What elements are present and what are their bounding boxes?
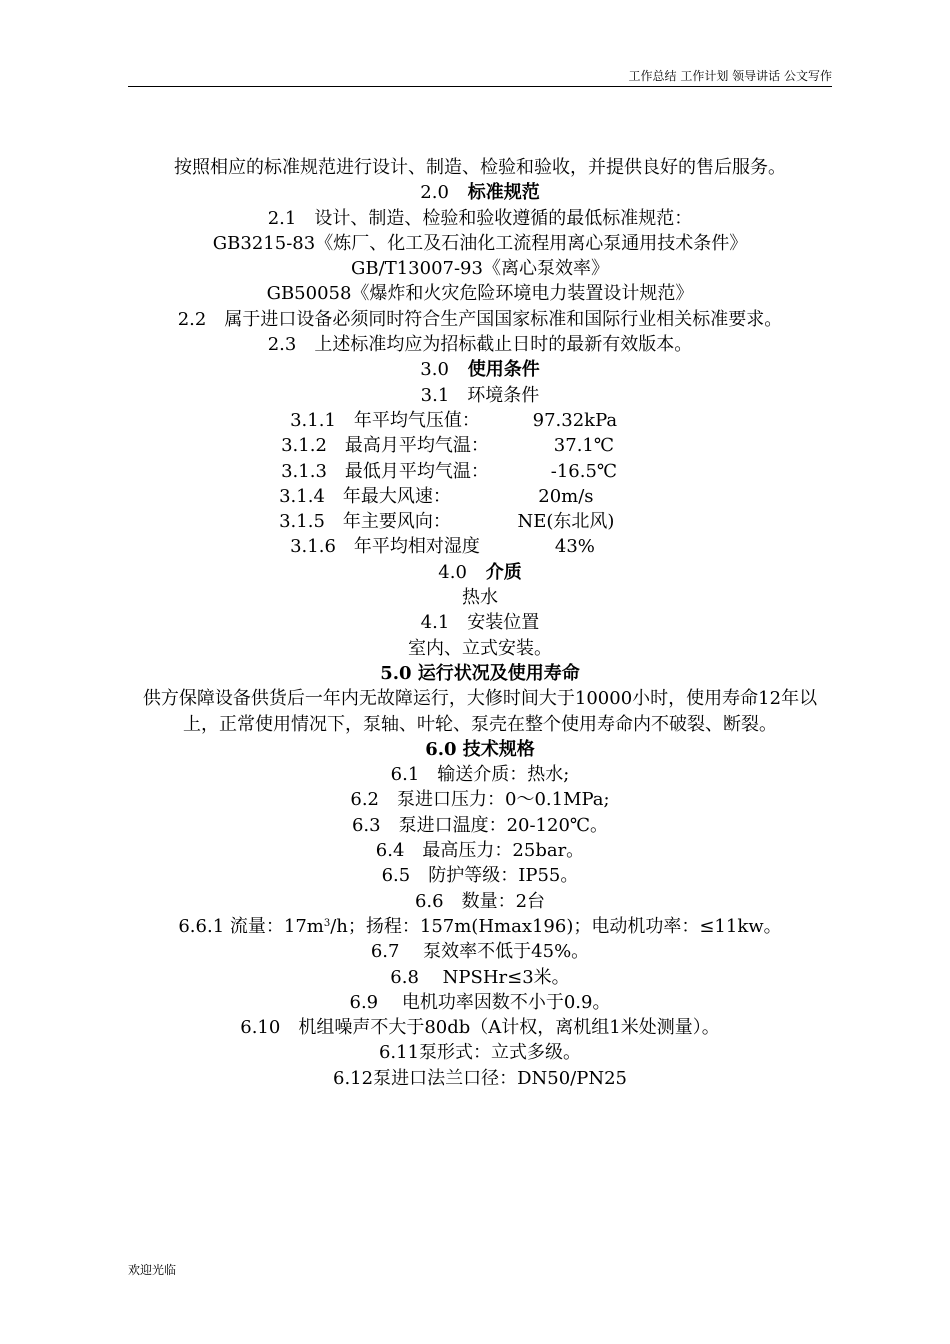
env-row-2 bbox=[128, 433, 832, 458]
clause-4-1: 4.1 安装位置 bbox=[420, 612, 540, 634]
section-5-heading: 5.0 运行状况及使用寿命 bbox=[380, 662, 580, 684]
clause-6-3: 6.3 泵进口温度：20-120℃。 bbox=[351, 814, 609, 836]
document-body bbox=[128, 155, 832, 1091]
standard-2: GB/T13007-93《离心泵效率》 bbox=[351, 258, 609, 280]
section-2-heading bbox=[128, 180, 832, 205]
env-value: NE(东北风) bbox=[517, 511, 615, 533]
env-label: 3.1.6 年平均相对湿度 bbox=[290, 536, 480, 558]
section-6-heading: 6.0 技术规格 bbox=[425, 738, 535, 760]
env-label: 3.1.4 年最大风速： bbox=[279, 485, 451, 507]
clause-6-10: 6.10 机组噪声不大于80db（A计权，离机组1米处测量）。 bbox=[240, 1017, 720, 1039]
env-row-5 bbox=[128, 509, 832, 534]
footer-text: 欢迎光临 bbox=[128, 1263, 177, 1277]
clause-6-11: 6.11泵形式：立式多级。 bbox=[378, 1042, 582, 1064]
clause-6-7: 6.7 泵效率不低于45%。 bbox=[370, 941, 590, 963]
clause-6-6: 6.6 数量：2台 bbox=[414, 890, 546, 912]
clause-6-5: 6.5 防护等级：IP55。 bbox=[381, 865, 579, 887]
env-label: 3.1.1 年平均气压值： bbox=[290, 409, 480, 431]
section-5-paragraph: 供方保障设备供货后一年内无故障运行，大修时间大于10000小时，使用寿命12年以上，正常使用情况下，泵轴、叶轮、泵壳在整个使用寿命内不破裂、断裂。 bbox=[142, 688, 818, 735]
clause-6-1: 6.1 输送介质：热水; bbox=[390, 764, 570, 786]
env-row-1 bbox=[128, 408, 832, 433]
section-3-number: 3.0 bbox=[420, 359, 449, 381]
section-3-heading bbox=[128, 357, 832, 382]
env-value: 43% bbox=[554, 536, 595, 558]
header-text: 工作总结 工作计划 领导讲话 公文写作 bbox=[628, 69, 832, 83]
clause-6-12: 6.12泵进口法兰口径：DN50/PN25 bbox=[333, 1067, 627, 1089]
env-value: 37.1℃ bbox=[553, 435, 615, 457]
clause-6-2: 6.2 泵进口压力：0～0.1MPa; bbox=[350, 789, 610, 811]
clause-2-3: 2.3 上述标准均应为招标截止日时的最新有效版本。 bbox=[267, 334, 693, 356]
page-header bbox=[128, 66, 832, 87]
section-4-heading bbox=[128, 560, 832, 585]
medium-text: 热水 bbox=[462, 587, 498, 609]
env-value: 97.32kPa bbox=[532, 409, 618, 431]
env-value: 20m/s bbox=[538, 485, 594, 507]
clause-6-9: 6.9 电机功率因数不小于0.9。 bbox=[349, 991, 611, 1013]
install-location-text: 室内、立式安装。 bbox=[408, 637, 552, 659]
env-label: 3.1.2 最高月平均气温： bbox=[281, 435, 489, 457]
env-value: -16.5℃ bbox=[550, 460, 618, 482]
superscript-3: 3 bbox=[323, 917, 331, 929]
section-4-number: 4.0 bbox=[438, 561, 467, 583]
clause-2-2: 2.2 属于进口设备必须同时符合生产国国家标准和国际行业相关标准要求。 bbox=[177, 308, 783, 330]
env-row-3 bbox=[128, 459, 832, 484]
section-2-number: 2.0 bbox=[420, 182, 449, 204]
clause-6-6-1 bbox=[128, 914, 832, 939]
env-row-4 bbox=[128, 484, 832, 509]
section-2-title: 标准规范 bbox=[467, 182, 540, 204]
clause-6-6-1-part-b: /h；扬程：157m(Hmax196)；电动机功率：≤11kw。 bbox=[330, 915, 782, 937]
clause-6-6-1-part-a: 6.6.1 流量：17m bbox=[178, 915, 324, 937]
section-3-title: 使用条件 bbox=[467, 359, 540, 381]
section-4-title: 介质 bbox=[485, 561, 522, 583]
clause-6-4: 6.4 最高压力：25bar。 bbox=[375, 840, 585, 862]
page-footer bbox=[128, 1262, 176, 1278]
env-row-6 bbox=[128, 534, 832, 559]
env-label: 3.1.5 年主要风向： bbox=[279, 511, 451, 533]
intro-paragraph: 按照相应的标准规范进行设计、制造、检验和验收，并提供良好的售后服务。 bbox=[174, 157, 786, 178]
clause-2-1: 2.1 设计、制造、检验和验收遵循的最低标准规范： bbox=[267, 207, 693, 229]
clause-6-8: 6.8 NPSHr≤3米。 bbox=[390, 966, 570, 988]
standard-1: GB3215-83《炼厂、化工及石油化工流程用离心泵通用技术条件》 bbox=[212, 232, 748, 254]
clause-3-1: 3.1 环境条件 bbox=[420, 384, 540, 406]
env-label: 3.1.3 最低月平均气温： bbox=[281, 460, 489, 482]
standard-3: GB50058《爆炸和火灾危险环境电力装置设计规范》 bbox=[266, 283, 694, 305]
